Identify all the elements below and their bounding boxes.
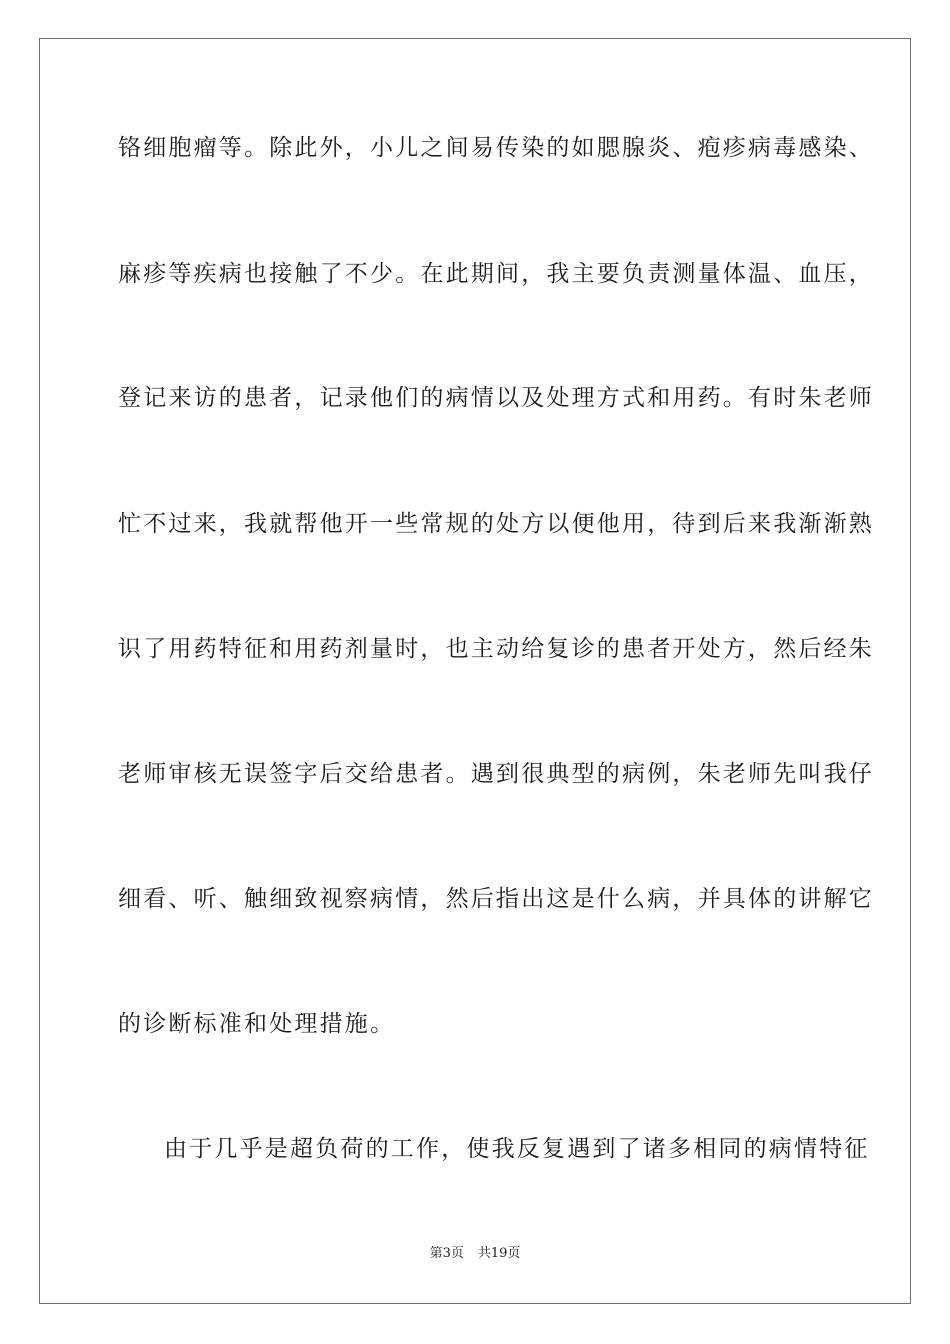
paragraph-start-line: 由于几乎是超负荷的工作，使我反复遇到了诸多相同的病情特征 bbox=[164, 1136, 870, 1162]
body-text-line-6: 老师审核无误签字后交给患者。遇到很典型的病例，朱老师先叫我仔 bbox=[118, 761, 874, 787]
body-text-line-7: 细看、听、触细致视察病情，然后指出这是什么病，并具体的讲解它 bbox=[118, 886, 874, 912]
page-footer bbox=[0, 1245, 950, 1263]
page-border bbox=[39, 38, 911, 1304]
body-text-line-5: 识了用药特征和用药剂量时，也主动给复诊的患者开处方，然后经朱 bbox=[118, 636, 874, 662]
current-page-number: 第3页 bbox=[429, 1246, 464, 1261]
body-text-line-4: 忙不过来，我就帮他开一些常规的处方以便他用，待到后来我渐渐熟 bbox=[118, 511, 874, 537]
body-text-line-1: 铬细胞瘤等。除此外，小儿之间易传染的如腮腺炎、疱疹病毒感染、 bbox=[118, 135, 874, 161]
total-page-count: 共19页 bbox=[477, 1246, 521, 1261]
body-text-line-3: 登记来访的患者，记录他们的病情以及处理方式和用药。有时朱老师 bbox=[118, 385, 874, 411]
body-text-line-8: 的诊断标准和处理措施。 bbox=[118, 1011, 396, 1037]
body-text-line-2: 麻疹等疾病也接触了不少。在此期间，我主要负责测量体温、血压， bbox=[118, 261, 874, 287]
